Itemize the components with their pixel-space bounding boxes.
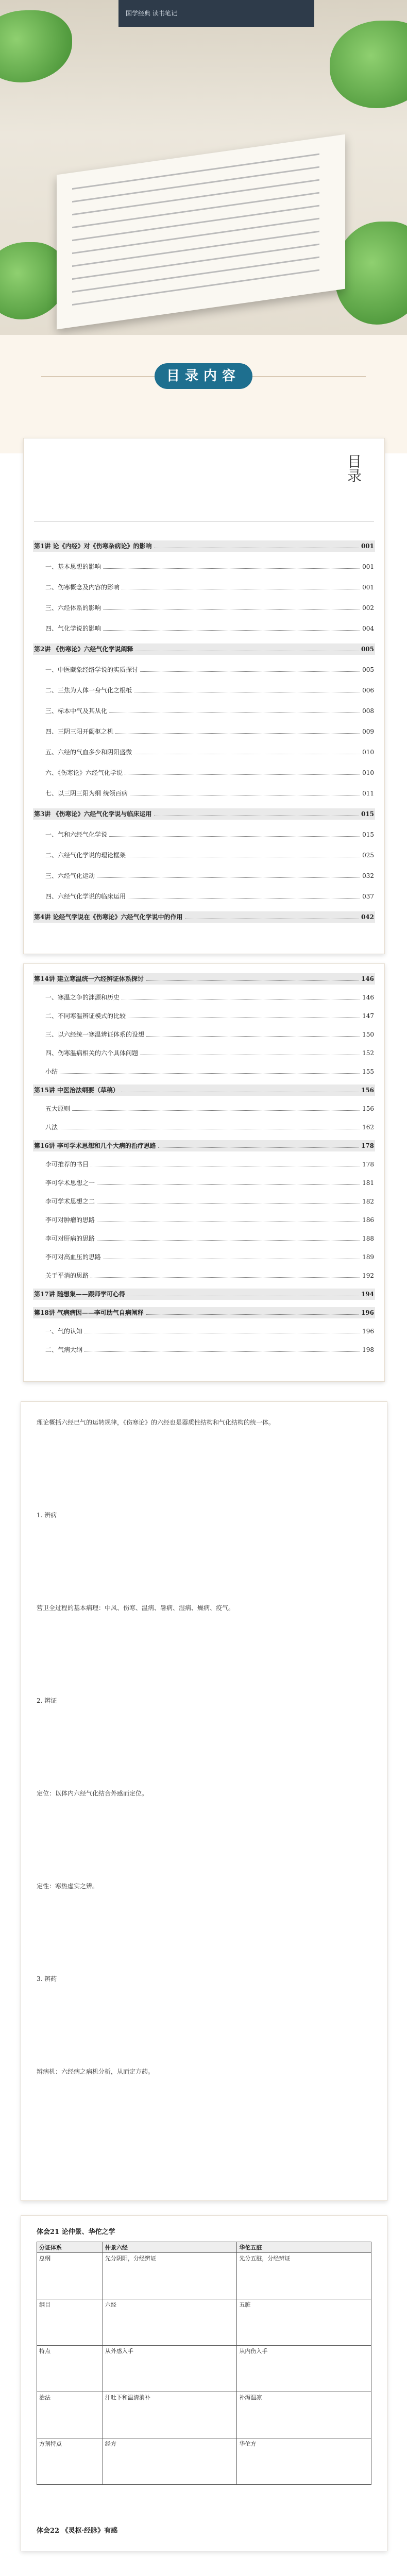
toc-leader	[103, 624, 360, 631]
table-title: 体会21 论仲景、华佗之学	[37, 2228, 115, 2236]
table-cell: 从内伤入手	[237, 2346, 371, 2392]
table-row	[37, 2438, 371, 2485]
toc-entry-title: 关于平消的思路	[45, 1272, 89, 1279]
toc-leader	[84, 1345, 360, 1352]
toc-entry-page: 001	[361, 543, 374, 550]
toc-leader	[125, 768, 360, 775]
toc-leader	[146, 974, 359, 981]
toc-entry-title: 一、气的认知	[45, 1328, 83, 1335]
toc-entry-page: 189	[362, 1253, 374, 1261]
toc-entry-page: 152	[362, 1049, 374, 1057]
toc-entry-page: 002	[362, 604, 374, 612]
table-page	[21, 2215, 387, 2551]
toc-entry-page: 192	[362, 1272, 374, 1279]
toc-entry	[34, 727, 374, 736]
banner-title: 目录内容	[155, 363, 252, 389]
toc-entry-title: 第15讲 中医治法纲要（草稿）	[34, 1087, 119, 1094]
toc-entry	[34, 1308, 374, 1317]
toc-entry-page: 015	[362, 831, 374, 838]
toc-entry-page: 008	[362, 707, 374, 715]
toc-entry-page: 037	[362, 893, 374, 900]
table-header-cell: 分证体系	[37, 2242, 103, 2253]
toc-entry	[34, 706, 374, 716]
toc-entry	[34, 871, 374, 880]
toc-entry-title: 李可推荐的书目	[45, 1161, 89, 1168]
toc-entry-page: 042	[361, 913, 374, 921]
toc-leader	[122, 993, 360, 999]
book-photo	[0, 0, 407, 335]
text-paragraph: 1. 辨病	[37, 1512, 57, 1519]
toc-entry-title: 二、气病大纲	[45, 1346, 83, 1353]
table-row	[37, 2299, 371, 2346]
toc-entry-page: 196	[361, 1309, 374, 1316]
toc-leader	[97, 1178, 360, 1185]
text-page	[21, 1401, 387, 2201]
toc-entry-title: 李可对肿瘤的思路	[45, 1216, 95, 1224]
toc-entry-page: 178	[361, 1142, 374, 1149]
toc-leader	[154, 541, 359, 548]
table-body	[37, 2253, 371, 2485]
toc-entry-title: 六、《伤寒论》六经气化学说	[45, 769, 123, 776]
toc-entry-page: 001	[362, 584, 374, 591]
toc-leader	[84, 1327, 360, 1333]
toc-entry	[34, 686, 374, 695]
toc-entry-page: 182	[362, 1198, 374, 1205]
toc-leader	[97, 871, 360, 878]
toc-entry	[34, 624, 374, 633]
table-cell: 方剂特点	[37, 2438, 103, 2485]
toc-entry-title: 第17讲 随想集——跟师学可心得	[34, 1291, 125, 1298]
text-paragraph: 营卫全过程的基本病理：中风、伤寒、温病、暑病、湿病、燥病、疫气。	[37, 1604, 235, 1612]
toc-leader	[72, 1104, 360, 1111]
toc-entry	[34, 1030, 374, 1039]
table-row	[37, 2392, 371, 2438]
toc-entry-title: 李可对肝病的思路	[45, 1235, 95, 1242]
toc-leader	[127, 1290, 359, 1296]
toc-entry	[34, 1215, 374, 1225]
plant-decoration	[0, 10, 72, 82]
table-cell: 纲目	[37, 2299, 103, 2346]
toc-entry-title: 一、寒温之争的渊源和历史	[45, 994, 120, 1001]
table-cell: 经方	[103, 2438, 237, 2485]
toc-entry-page: 009	[362, 728, 374, 735]
toc-entry	[34, 1345, 374, 1354]
toc-entry	[34, 583, 374, 592]
toc-entry	[34, 1234, 374, 1243]
toc-entry	[34, 912, 374, 922]
toc-leader	[158, 1141, 359, 1148]
toc-leader	[103, 1252, 360, 1259]
toc-leader	[122, 583, 360, 589]
toc-leader	[134, 748, 360, 754]
table-cell: 汗吐下和温清消补	[103, 2392, 237, 2438]
toc-entry-page: 005	[362, 666, 374, 673]
toc-entry	[34, 1067, 374, 1076]
table-cell: 治法	[37, 2392, 103, 2438]
toc-leader	[97, 1234, 360, 1241]
toc-entry-title: 第2讲 《伤寒论》六经气化学说阐释	[34, 646, 133, 653]
table-header-row	[37, 2242, 371, 2253]
toc-entry	[34, 974, 374, 984]
toc-entry	[34, 1290, 374, 1299]
text-paragraph: 定性：寒热虚实之辨。	[37, 1883, 99, 1890]
toc-entry	[34, 892, 374, 901]
toc-leader	[103, 562, 360, 569]
toc-entry-title: 七、以三阴三阳为纲 统领百病	[45, 790, 128, 797]
toc-entry-page: 010	[362, 749, 374, 756]
toc-entry-page: 001	[362, 563, 374, 570]
table-cell: 总纲	[37, 2253, 103, 2299]
toc-entry	[34, 1011, 374, 1021]
toc-leader	[140, 1048, 360, 1055]
table-row	[37, 2253, 371, 2299]
toc-leader	[97, 1215, 360, 1222]
toc-leader	[134, 686, 360, 692]
toc-entry	[34, 1123, 374, 1132]
comparison-table	[37, 2242, 371, 2485]
toc-leader	[146, 1308, 359, 1315]
toc-entry	[34, 748, 374, 757]
toc-heading: 目录	[345, 454, 362, 483]
toc-leader	[115, 727, 360, 734]
text-paragraph: 辨病机：六经病之病机分析，从而定方药。	[37, 2068, 155, 2075]
toc-leader	[60, 1067, 360, 1074]
table-cell: 先分五脏，分经辨证	[237, 2253, 371, 2299]
toc-leader	[185, 912, 359, 919]
toc-entry-title: 二、不同寒温辨证模式的比较	[45, 1012, 126, 1020]
toc-entry-page: 025	[362, 852, 374, 859]
toc-entry-title: 小结	[45, 1068, 58, 1075]
toc-entry-page: 188	[362, 1235, 374, 1242]
toc-leader	[130, 789, 360, 795]
text-paragraph: 定位：以体内六经气化结合外感而定位。	[37, 1790, 148, 1797]
toc-leader	[91, 1271, 360, 1278]
toc-leader	[60, 1123, 360, 1129]
text-paragraph: 2. 辨证	[37, 1697, 57, 1704]
plant-decoration	[330, 21, 407, 108]
toc-entry	[34, 768, 374, 777]
toc-leader	[154, 809, 359, 816]
toc-entry	[34, 1086, 374, 1095]
toc-entry-title: 第1讲 论《内经》对《伤寒杂病论》的影响	[34, 543, 152, 550]
text-paragraph: 3. 辨药	[37, 1975, 57, 1982]
toc-entry	[34, 851, 374, 860]
toc-entry-page: 147	[362, 1012, 374, 1020]
toc-entry	[34, 1252, 374, 1262]
toc-entry-page: 006	[362, 687, 374, 694]
toc-entry-page: 155	[362, 1068, 374, 1075]
toc-entry	[34, 645, 374, 654]
table-header-cell: 仲景六经	[103, 2242, 237, 2253]
toc-entry-page: 181	[362, 1179, 374, 1187]
toc-entry-page: 005	[361, 646, 374, 653]
toc-entry-title: 三、六经气化运动	[45, 872, 95, 879]
toc-entry-title: 八法	[45, 1124, 58, 1131]
toc-entry-page: 178	[362, 1161, 374, 1168]
toc-entry	[34, 1048, 374, 1058]
toc-entry-page: 010	[362, 769, 374, 776]
toc-entry	[34, 562, 374, 571]
toc-page-2	[23, 963, 385, 1382]
toc-entry-title: 五大原则	[45, 1105, 71, 1112]
toc-entry-title: 四、气化学说的影响	[45, 625, 101, 632]
toc-entry	[34, 1327, 374, 1336]
toc-entry-title: 二、六经气化学说的理论框架	[45, 852, 126, 859]
toc-entry-title: 一、气和六经气化学说	[45, 831, 108, 838]
toc-entry-title: 四、伤寒温病相关的六个具体问题	[45, 1049, 139, 1057]
table-cell: 华佗方	[237, 2438, 371, 2485]
toc-entry	[34, 1160, 374, 1169]
toc-entry-title: 三、六经体系的影响	[45, 604, 101, 612]
toc-entry-page: 146	[362, 994, 374, 1001]
plant-decoration	[335, 222, 407, 325]
toc-entry-title: 李可学术思想之一	[45, 1179, 95, 1187]
toc-entry-title: 二、伤寒概念及内容的影响	[45, 584, 120, 591]
table-cell: 补泻温凉	[237, 2392, 371, 2438]
toc-entry	[34, 830, 374, 839]
toc-entry-page: 156	[361, 1087, 374, 1094]
toc-entry-title: 一、基本思想的影响	[45, 563, 101, 570]
toc-entry	[34, 1178, 374, 1188]
toc-entry	[34, 993, 374, 1002]
toc-entry-title: 李可对高血压的思路	[45, 1253, 101, 1261]
toc-leader	[140, 665, 360, 672]
toc-leader	[109, 830, 360, 837]
toc-leader	[128, 892, 360, 899]
table-cell: 特点	[37, 2346, 103, 2392]
table-cell: 五脏	[237, 2299, 371, 2346]
table-row	[37, 2346, 371, 2392]
toc-entry-title: 一、中医藏象经络学说的实质探讨	[45, 666, 139, 673]
toc-entry-title: 五、六经的气血多少和阴阳盛微	[45, 749, 132, 756]
toc-entry-page: 196	[362, 1328, 374, 1335]
table-cell: 从外感入手	[103, 2346, 237, 2392]
toc-entry-title: 第14讲 建立寒温统一六经辨证体系探讨	[34, 975, 144, 982]
toc-leader	[135, 645, 359, 651]
toc-entry-page: 156	[362, 1105, 374, 1112]
toc-entry-title: 二、三焦为人体一身气化之根柢	[45, 687, 132, 694]
toc-entry-title: 三、标本中气及其从化	[45, 707, 108, 715]
toc-leader	[97, 1197, 360, 1204]
toc-entry	[34, 1104, 374, 1113]
table-cell: 六经	[103, 2299, 237, 2346]
table-header-cell: 华佗五脏	[237, 2242, 371, 2253]
toc-leader	[121, 1086, 359, 1092]
toc-leader	[146, 1030, 360, 1037]
toc-entry-page: 004	[362, 625, 374, 632]
open-book	[57, 134, 345, 330]
text-paragraph: 理论概括六经已气的运转规律，《伤寒论》的六经也是器质性结构和气化结构的统一体。	[37, 1419, 275, 1426]
toc-entry	[34, 665, 374, 674]
toc-entry-page: 198	[362, 1346, 374, 1353]
toc-entry	[34, 1271, 374, 1280]
toc-entry	[34, 1141, 374, 1150]
toc-entry-title: 第4讲 论经气学说在《伤寒论》六经气化学说中的作用	[34, 913, 183, 921]
section-banner	[0, 335, 407, 453]
toc-entry-page: 186	[362, 1216, 374, 1224]
table-cell: 先分阴阳，分经辨证	[103, 2253, 237, 2299]
toc-entry-page: 011	[362, 790, 374, 797]
toc-leader	[128, 1011, 360, 1018]
toc-entry-page: 032	[362, 872, 374, 879]
toc-entry	[34, 1197, 374, 1206]
toc-leader	[109, 706, 360, 713]
toc-leader	[103, 603, 360, 610]
toc-entry-page: 194	[361, 1291, 374, 1298]
toc-entry	[34, 603, 374, 613]
toc-entry-page: 162	[362, 1124, 374, 1131]
toc-entry-title: 李可学术思想之二	[45, 1198, 95, 1205]
book-spine: 国学经典 读书笔记	[118, 0, 314, 27]
toc-entry-page: 146	[361, 975, 374, 982]
toc-entry-title: 三、以六经统一寒温辨证体系的设想	[45, 1031, 145, 1038]
toc-leader	[91, 1160, 360, 1166]
toc-entry	[34, 809, 374, 819]
toc-entry	[34, 541, 374, 551]
toc-entry-title: 第18讲 气病病因——李可助气自病阐释	[34, 1309, 144, 1316]
toc-entry-title: 第16讲 李可学术思想和几个大病的治疗思路	[34, 1142, 156, 1149]
toc-entry-title: 四、三阴三阳开阖枢之机	[45, 728, 114, 735]
toc-entry-page: 150	[362, 1031, 374, 1038]
toc-entry-title: 第3讲 《伤寒论》六经气化学说与临床运用	[34, 810, 152, 818]
toc-leader	[128, 851, 360, 857]
toc-entry-page: 015	[361, 810, 374, 818]
table-footer: 体会22 《灵枢·经脉》有感	[37, 2527, 118, 2535]
toc-entry-title: 四、六经气化学说的临床运用	[45, 893, 126, 900]
toc-entry	[34, 789, 374, 798]
toc-page-1	[23, 438, 385, 954]
